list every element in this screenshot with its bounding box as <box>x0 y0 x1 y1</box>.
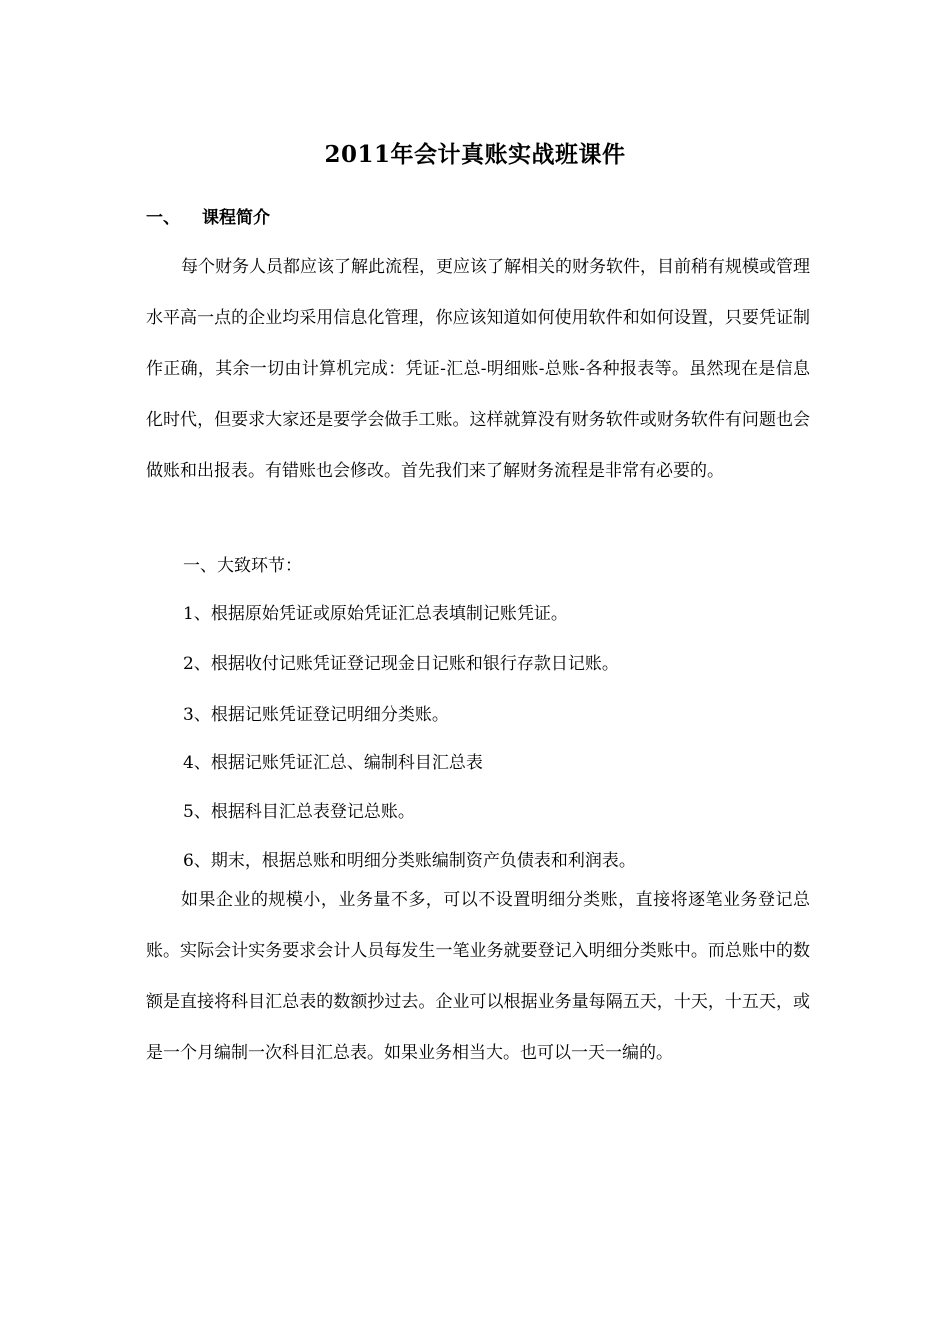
document-title: 2011年会计真账实战班课件 <box>324 141 626 168</box>
step-item: 5、根据科目汇总表登记总账。 <box>183 802 415 822</box>
steps-heading: 一、大致环节： <box>183 556 302 576</box>
step-item: 4、根据记账凭证汇总、编制科目汇总表 <box>183 753 483 773</box>
section-heading-text: 课程简介 <box>202 208 270 228</box>
step-item: 1、根据原始凭证或原始凭证汇总表填制记账凭证。 <box>183 604 568 624</box>
section-heading <box>146 203 270 233</box>
step-item: 6、期末，根据总账和明细分类账编制资产负债表和利润表。 <box>183 851 636 871</box>
section-number: 一、 <box>146 208 180 228</box>
intro-paragraph: 每个财务人员都应该了解此流程，更应该了解相关的财务软件，目前稍有规模或管理水平高一点的企业均采用信息化管理，你应该知道如何使用软件和如何设置，只要凭证制作正确，其余一切由计算机完成：凭证-汇总-明细账-总账-各种报表等。虽然现在是信息化时代，但要求大家还是要学会做手工账。这样就算没有财务软件或财务软件有问题也会做账和出报表。有错账也会修改。首先我们来了解财务流程是非常有必要的。 <box>146 257 810 481</box>
closing-paragraph: 如果企业的规模小，业务量不多，可以不设置明细分类账，直接将逐笔业务登记总账。实际会计实务要求会计人员每发生一笔业务就要登记入明细分类账中。而总账中的数额是直接将科目汇总表的数额抄过去。企业可以根据业务量每隔五天，十天，十五天，或是一个月编制一次科目汇总表。如果业务相当大。也可以一天一编的。 <box>146 890 810 1063</box>
step-item: 2、根据收付记账凭证登记现金日记账和银行存款日记账。 <box>183 654 619 674</box>
step-item: 3、根据记账凭证登记明细分类账。 <box>183 705 449 725</box>
